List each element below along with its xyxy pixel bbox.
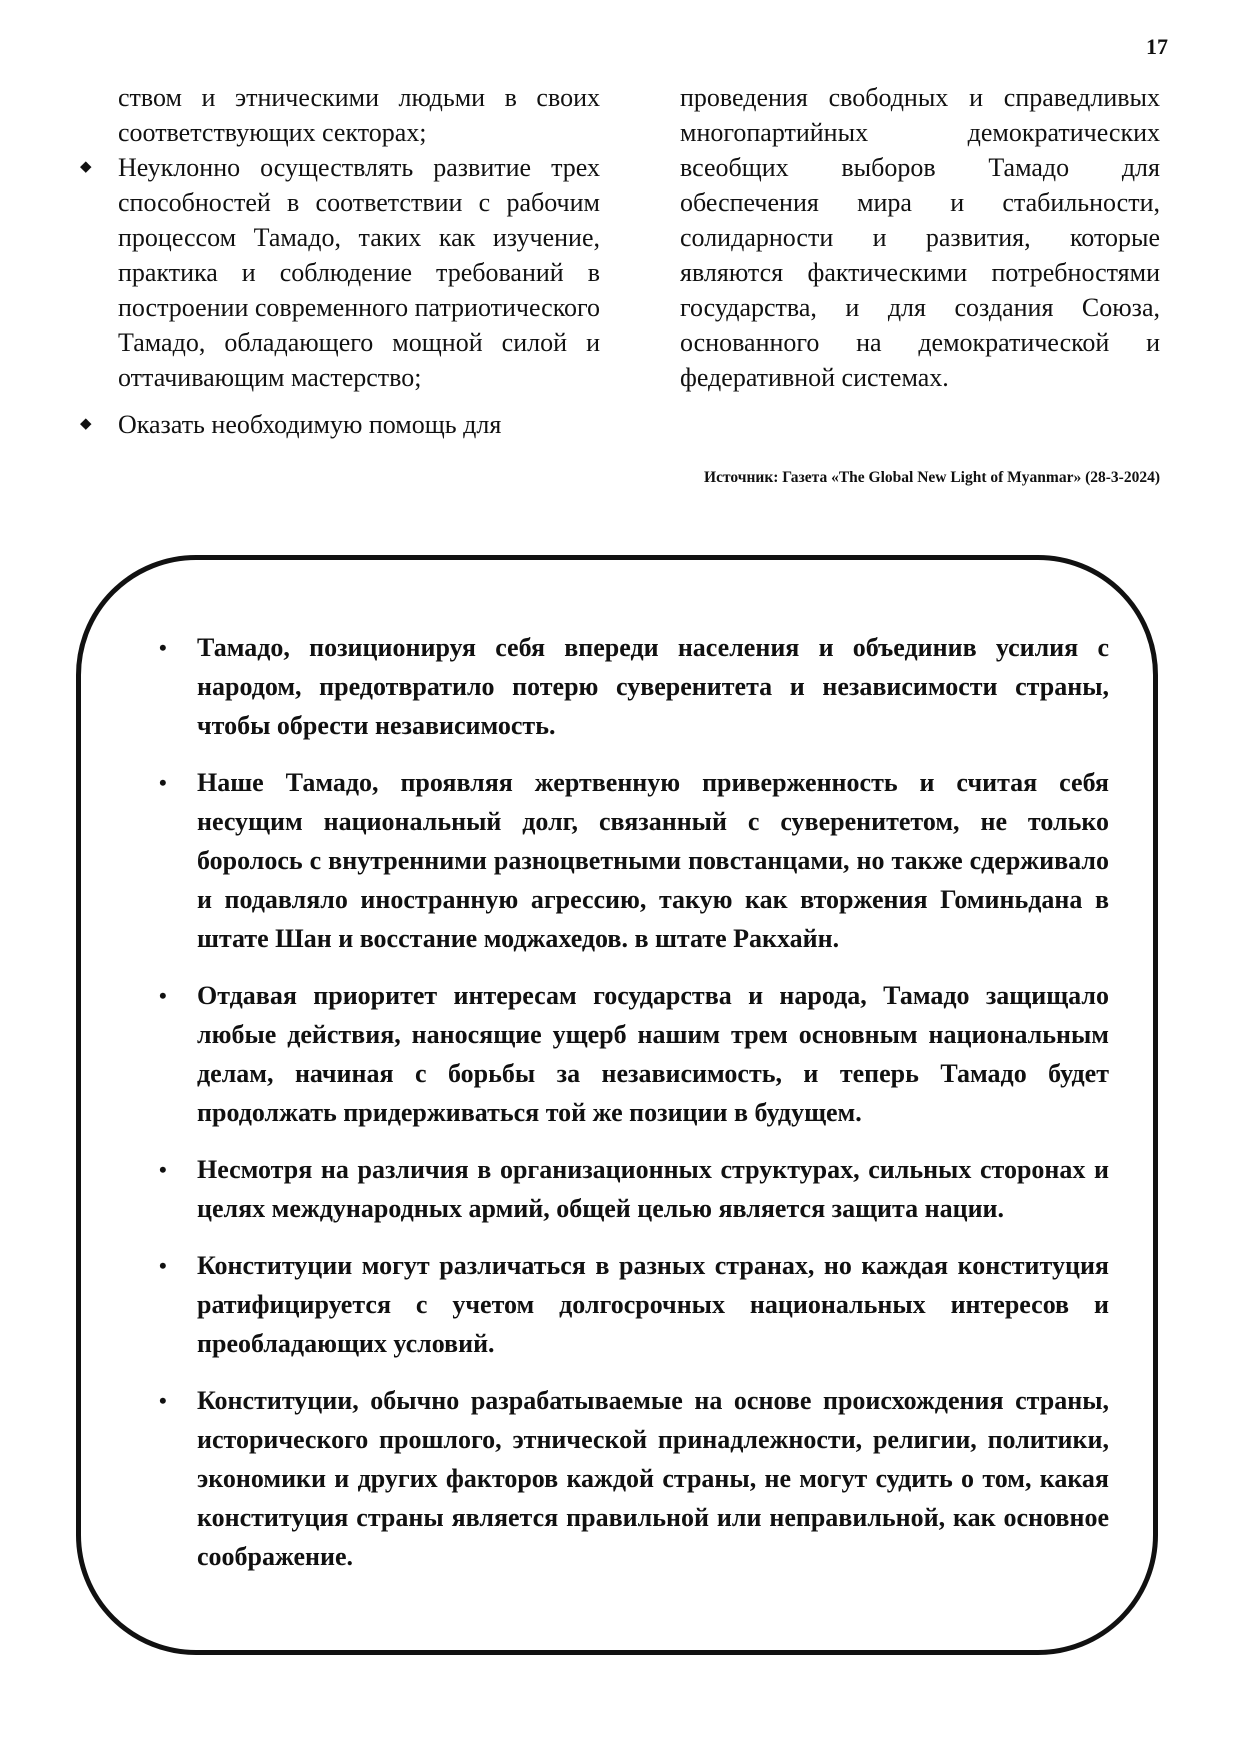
left-column xyxy=(80,80,600,454)
summary-item-text: Конституции могут различаться в разных странах, но каждая конституция ратифицируется с учетом долгосрочных национальных интересов и преобладающих условий. xyxy=(197,1251,1109,1358)
bullet-dot-icon: • xyxy=(159,770,167,795)
left-bullet-text: Неуклонно осуществлять развитие трех способностей в соответствии с рабочим процессом Тамадо, таких как изучение, практика и соблюдение требований в построении современного патриотического Тамадо, обладающего мощной силой и оттачивающим мастерство; xyxy=(118,153,601,392)
page-number: 17 xyxy=(1146,34,1168,59)
summary-item-text: Наше Тамадо, проявляя жертвенную приверженность и считая себя несущим национальный долг, связанный с суверенитетом, не только боролось с внутренними разноцветными повстанцами, но также сдерживало и подавляло иностранную агрессию, такую как вторжения Гоминьдана в штате Шан и восстание моджахедов. в штате Ракхайн. xyxy=(197,768,1109,953)
left-bullet-text: Оказать необходимую помощь для xyxy=(118,410,502,439)
left-bullet-item xyxy=(80,407,600,442)
bullet-dot-icon: • xyxy=(159,983,167,1008)
left-bullet-item xyxy=(80,150,600,395)
summary-item xyxy=(153,1150,1109,1228)
summary-item xyxy=(153,763,1109,958)
summary-item-text: Тамадо, позиционируя себя впереди населения и объединив усилия с народом, предотвратило потерю суверенитета и независимости страны, чтобы обрести независимость. xyxy=(197,633,1109,740)
summary-item-text: Отдавая приоритет интересам государства и народа, Тамадо защищало любые действия, наносящие ущерб нашим трем основным национальным делам, начиная с борьбы за независимость, и теперь Тамадо будет продолжать придерживаться той же позиции в будущем. xyxy=(197,981,1109,1127)
diamond-bullet-icon: ◆ xyxy=(80,416,92,432)
diamond-bullet-icon: ◆ xyxy=(80,159,92,175)
summary-item xyxy=(153,1381,1109,1576)
bullet-dot-icon: • xyxy=(159,1157,167,1182)
summary-item xyxy=(153,976,1109,1132)
summary-item xyxy=(153,1246,1109,1363)
summary-list xyxy=(153,628,1109,1576)
summary-item-text: Несмотря на различия в организационных структурах, сильных сторонах и целях международных армий, общей целью является защита нации. xyxy=(197,1155,1109,1223)
bullet-dot-icon: • xyxy=(159,1253,167,1278)
source-citation: Источник: Газета «The Global New Light of Myanmar» (28-3-2024) xyxy=(704,469,1160,486)
summary-item xyxy=(153,628,1109,745)
left-column-continuation: ством и этническими людьми в своих соответствующих секторах; xyxy=(118,83,600,147)
bullet-dot-icon: • xyxy=(159,635,167,660)
summary-item-text: Конституции, обычно разрабатываемые на основе происхождения страны, исторического прошлого, этнической принадлежности, религии, политики, экономики и других факторов каждой страны, не могут судить о том, какая конституция страны является правильной или неправильной, как основное соображение. xyxy=(197,1386,1109,1571)
right-column xyxy=(680,80,1160,395)
bullet-dot-icon: • xyxy=(159,1388,167,1413)
right-column-continuation: проведения свободных и справедливых многопартийных демократических всеобщих выборов Тамадо для обеспечения мира и стабильности, солидарности и развития, которые являются фактическими потребностями государства, и для создания Союза, основанного на демократической и федеративной системах. xyxy=(680,83,1160,392)
summary-box xyxy=(76,555,1158,1655)
